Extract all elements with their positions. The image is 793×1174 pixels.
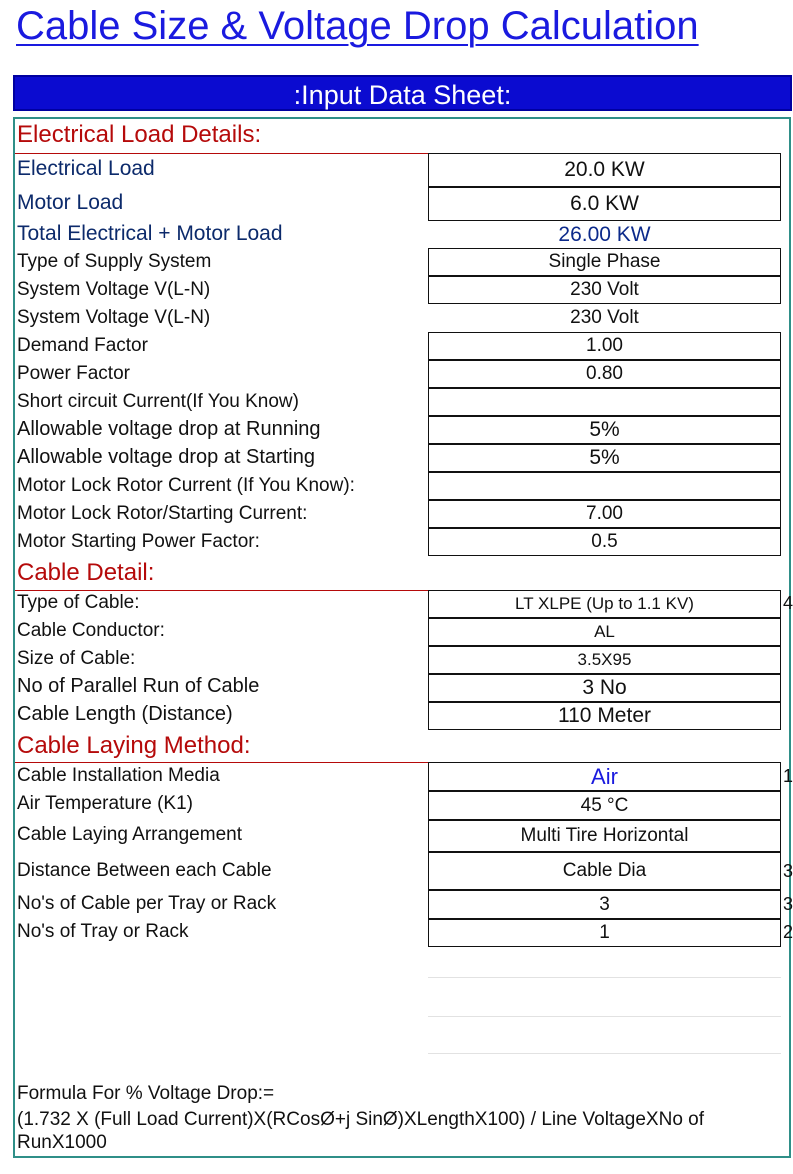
laying-arrangement-label: Cable Laying Arrangement <box>17 824 242 845</box>
system-voltage-input[interactable]: 230 Volt <box>428 276 781 304</box>
input-sheet-banner: :Input Data Sheet: <box>13 75 792 111</box>
section-divider <box>15 762 428 763</box>
motor-load-label: Motor Load <box>17 191 124 214</box>
cables-per-tray-label: No's of Cable per Tray or Rack <box>17 893 277 914</box>
supply-type-label: Type of Supply System <box>17 251 212 272</box>
lock-rotor-ratio-label: Motor Lock Rotor/Starting Current: <box>17 503 308 524</box>
power-factor-label: Power Factor <box>17 363 130 384</box>
cable-conductor-select[interactable]: AL <box>428 618 781 646</box>
cable-distance-index: 3 <box>783 861 793 881</box>
short-circuit-input[interactable] <box>428 388 781 416</box>
electrical-load-input[interactable]: 20.0 KW <box>428 153 781 187</box>
empty-row-divider <box>428 977 781 978</box>
cables-per-tray-index: 3 <box>783 894 793 914</box>
formula-text: (1.732 X (Full Load Current)X(RCosØ+j SinØ)XLengthX100) / Line VoltageXNo of RunX1000 <box>17 1109 705 1153</box>
vd-running-input[interactable]: 5% <box>428 416 781 444</box>
starting-pf-input[interactable]: 0.5 <box>428 528 781 556</box>
cable-length-label: Cable Length (Distance) <box>17 703 233 725</box>
vd-starting-input[interactable]: 5% <box>428 444 781 472</box>
cable-distance-select[interactable]: Cable Dia <box>428 852 781 890</box>
demand-factor-label: Demand Factor <box>17 335 148 356</box>
cable-type-index: 4 <box>783 593 793 613</box>
tray-count-index: 2 <box>783 922 793 942</box>
empty-row-divider <box>428 1016 781 1017</box>
cable-length-input[interactable]: 110 Meter <box>428 702 781 730</box>
tray-count-input[interactable]: 1 <box>428 919 781 947</box>
lock-rotor-ratio-input[interactable]: 7.00 <box>428 500 781 528</box>
supply-type-select[interactable]: Single Phase <box>428 248 781 276</box>
system-voltage-derived-label: System Voltage V(L-N) <box>17 307 211 328</box>
lock-rotor-current-input[interactable] <box>428 472 781 500</box>
total-load-value: 26.00 KW <box>558 223 651 246</box>
section-cable-detail: Cable Detail: <box>17 559 155 586</box>
starting-pf-label: Motor Starting Power Factor: <box>17 531 260 552</box>
parallel-runs-input[interactable]: 3 No <box>428 674 781 702</box>
air-temperature-select[interactable]: 45 °C <box>428 791 781 820</box>
electrical-load-label: Electrical Load <box>17 157 155 180</box>
power-factor-input[interactable]: 0.80 <box>428 360 781 388</box>
demand-factor-input[interactable]: 1.00 <box>428 332 781 360</box>
tray-count-label: No's of Tray or Rack <box>17 921 189 942</box>
air-temperature-label: Air Temperature (K1) <box>17 793 193 814</box>
formula-title: Formula For % Voltage Drop:= <box>17 1083 275 1104</box>
cable-type-select[interactable]: LT XLPE (Up to 1.1 KV) <box>428 590 781 618</box>
cable-type-label: Type of Cable: <box>17 592 140 613</box>
section-electrical-load: Electrical Load Details: <box>17 121 262 148</box>
empty-row-divider <box>428 1053 781 1054</box>
installation-media-label: Cable Installation Media <box>17 765 220 786</box>
cable-conductor-label: Cable Conductor: <box>17 620 165 641</box>
motor-load-input[interactable]: 6.0 KW <box>428 187 781 221</box>
system-voltage-label: System Voltage V(L-N) <box>17 279 211 300</box>
section-divider <box>15 153 428 154</box>
cable-distance-label: Distance Between each Cable <box>17 860 272 881</box>
section-cable-laying: Cable Laying Method: <box>17 732 251 759</box>
cables-per-tray-input[interactable]: 3 <box>428 890 781 919</box>
system-voltage-derived-value: 230 Volt <box>570 307 639 328</box>
lock-rotor-current-label: Motor Lock Rotor Current (If You Know): <box>17 475 355 496</box>
vd-starting-label: Allowable voltage drop at Starting <box>17 446 315 468</box>
cable-size-label: Size of Cable: <box>17 648 136 669</box>
installation-media-select[interactable]: Air <box>428 762 781 791</box>
section-divider <box>15 590 428 591</box>
total-load-label: Total Electrical + Motor Load <box>17 222 283 245</box>
installation-media-index: 1 <box>783 766 793 786</box>
page-title: Cable Size & Voltage Drop Calculation <box>16 4 699 48</box>
vd-running-label: Allowable voltage drop at Running <box>17 418 321 440</box>
laying-arrangement-select[interactable]: Multi Tire Horizontal <box>428 820 781 852</box>
short-circuit-label: Short circuit Current(If You Know) <box>17 391 299 412</box>
cable-size-select[interactable]: 3.5X95 <box>428 646 781 674</box>
parallel-runs-label: No of Parallel Run of Cable <box>17 675 260 697</box>
